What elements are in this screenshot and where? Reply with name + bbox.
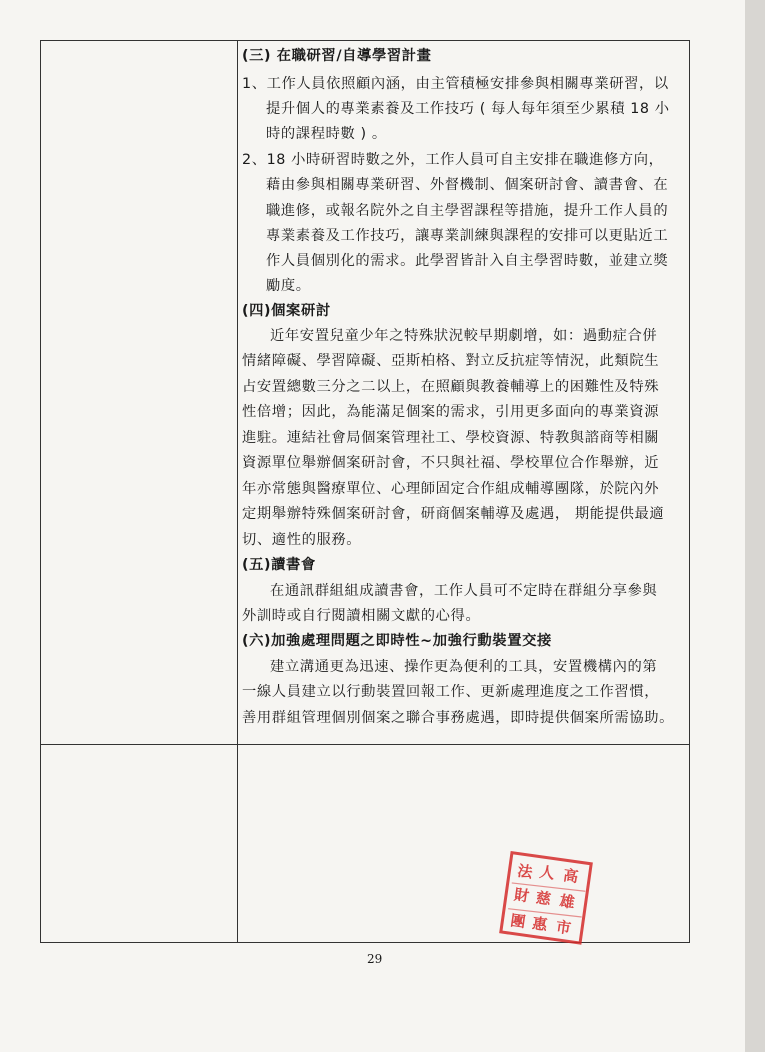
s3-item2-line5: 作人員個別化的需求。此學習皆計入自主學習時數，並建立獎: [266, 253, 669, 269]
s4-line3: 占安置總數三分之二以上，在照顧與教養輔導上的困難性及特殊: [242, 379, 660, 395]
page-number: 29: [367, 952, 383, 966]
section-title-book-club: (五)讀書會: [242, 557, 316, 573]
s5-line1: 在通訊群組組成讀書會，工作人員可不定時在群組分享參與: [270, 583, 658, 599]
s3-item1-line3: 時的課程時數 ) 。: [266, 126, 387, 142]
s4-line1: 近年安置兒童少年之特殊狀況較早期劇增，如：過動症合併: [270, 328, 658, 344]
svg-text:人: 人: [538, 862, 556, 883]
svg-text:雄: 雄: [558, 891, 576, 912]
s6-line3: 善用群組管理個別個案之聯合事務處遇，即時提供個案所需協助。: [242, 710, 675, 726]
s3-item2-line4: 專業素養及工作技巧，讓專業訓練與課程的安排可以更貼近工: [266, 228, 669, 244]
section-title-mobile-handover: (六)加強處理問題之即時性~加強行動裝置交接: [242, 633, 552, 649]
svg-text:慈: 慈: [534, 888, 553, 909]
s3-item2-line6: 勵度。: [266, 278, 311, 294]
svg-text:團: 團: [509, 911, 527, 932]
s4-line9: 切、適性的服務。: [242, 532, 362, 548]
organization-seal-stamp: [496, 846, 598, 950]
svg-text:高: 高: [562, 866, 580, 887]
scan-edge: [745, 0, 765, 1052]
s4-line6: 資源單位舉辦個案研討會，不只與社福、學校單位合作舉辦，近: [242, 455, 660, 471]
s3-item1-line2: 提升個人的專業素養及工作技巧 ( 每人每年須至少累積 18 小: [266, 101, 670, 117]
svg-text:惠: 惠: [531, 914, 549, 935]
s4-line8: 定期舉辦特殊個案研討會，研商個案輔導及處遇， 期能提供最適: [242, 506, 665, 522]
s3-item2-line3: 職進修，或報名院外之自主學習課程等措施，提升工作人員的: [266, 203, 669, 219]
svg-text:法: 法: [516, 861, 534, 882]
table-row-divider: [40, 744, 690, 745]
s4-line4: 性倍增；因此，為能滿足個案的需求，引用更多面向的專業資源: [242, 404, 660, 420]
s6-line2: 一線人員建立以行動裝置回報工作、更新處理進度之工作習慣，: [242, 684, 660, 700]
s3-item2-line1: 2、18 小時研習時數之外，工作人員可自主安排在職進修方向，: [242, 152, 664, 168]
s6-line1: 建立溝通更為迅速、操作更為便利的工具，安置機構內的第: [270, 659, 658, 675]
section-title-case-conference: (四)個案研討: [242, 303, 331, 319]
s4-line2: 情緒障礙、學習障礙、亞斯柏格、對立反抗症等情況，此類院生: [242, 353, 660, 369]
table-column-divider: [237, 40, 238, 943]
section-title-in-service-training: (三) 在職研習/自導學習計畫: [242, 48, 432, 64]
svg-text:市: 市: [554, 917, 573, 938]
s3-item1-line1: 1、工作人員依照顧內涵，由主管積極安排參與相關專業研習，以: [242, 76, 669, 92]
s5-line2: 外訓時或自行閱讀相關文獻的心得。: [242, 608, 481, 624]
svg-text:財: 財: [512, 885, 531, 906]
s4-line7: 年亦常態與醫療單位、心理師固定合作組成輔導團隊，於院內外: [242, 481, 660, 497]
s3-item2-line2: 藉由參與相關專業研習、外督機制、個案研討會、讀書會、在: [266, 177, 669, 193]
s4-line5: 進駐。連結社會局個案管理社工、學校資源、特教與諮商等相關: [242, 430, 660, 446]
